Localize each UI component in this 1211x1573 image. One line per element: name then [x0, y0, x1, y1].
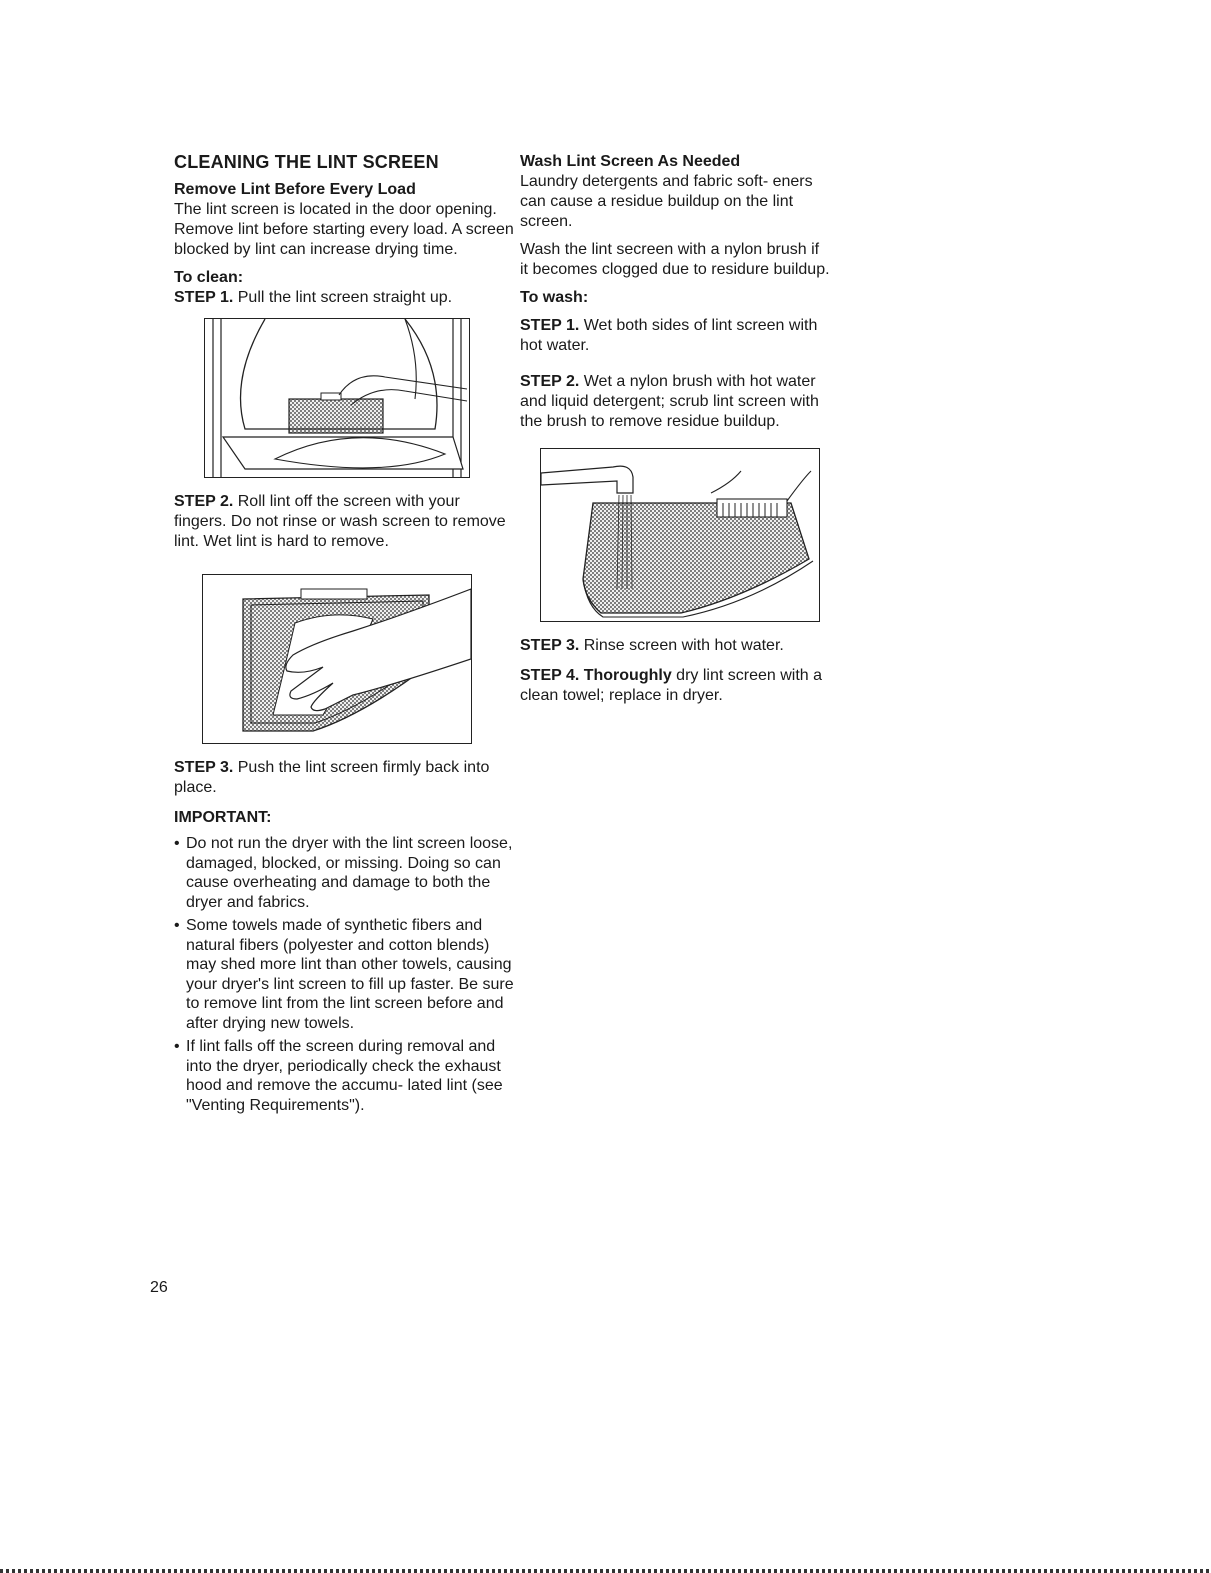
figure-roll-lint: [202, 574, 472, 744]
list-item: • Do not run the dryer with the lint screen loose, damaged, blocked, or missing. Doing so can cause overheating and damage to both the dryer and fabrics.: [174, 834, 514, 912]
wash-screen-illustration: [541, 449, 819, 621]
wash-para-1: Laundry detergents and fabric soft- eners can cause a residue buildup on the lint screen.: [520, 173, 813, 230]
wash-step-2: STEP 2. Wet a nylon brush with hot water and liquid detergent; scrub lint screen with the brush to remove residue buildup.: [520, 373, 819, 430]
wash-step-1: STEP 1. Wet both sides of lint screen with hot water.: [520, 317, 818, 354]
section-title: CLEANING THE LINT SCREEN: [174, 152, 439, 172]
clean-step-3: STEP 3. Push the lint screen firmly back into place.: [174, 759, 490, 796]
scan-edge-divider: [0, 1569, 1211, 1573]
to-clean-heading: To clean:: [174, 269, 244, 286]
important-list: [174, 834, 514, 1115]
clean-step-1: STEP 1. Pull the lint screen straight up.: [174, 289, 453, 306]
list-item: • Some towels made of synthetic fibers and natural fibers (polyester and cotton blends) may shed more lint than other towels, causing your dryer's lint screen to fill up faster. Be sure to remove lint from the lint screen before and after drying new towels.: [174, 916, 514, 1033]
intro-paragraph: The lint screen is located in the door opening. Remove lint before starting every load. A screen blocked by lint can increase drying time.: [174, 201, 514, 258]
roll-lint-illustration: [203, 575, 471, 743]
figure-wash-screen: [540, 448, 820, 622]
clean-step-2: STEP 2. Roll lint off the screen with your fingers. Do not rinse or wash screen to remove lint. Wet lint is hard to remove.: [174, 493, 506, 550]
list-item: • If lint falls off the screen during removal and into the dryer, periodically check the exhaust hood and remove the accumu- lated lint (see "Venting Requirements").: [174, 1037, 514, 1115]
page-number: 26: [150, 1279, 168, 1296]
pull-lint-screen-illustration: [205, 319, 469, 477]
right-column: [520, 152, 830, 706]
wash-title: Wash Lint Screen As Needed: [520, 153, 741, 170]
wash-step-4: STEP 4. Thoroughly dry lint screen with a clean towel; replace in dryer.: [520, 667, 822, 704]
to-wash-heading: To wash:: [520, 289, 589, 306]
important-heading: IMPORTANT:: [174, 809, 272, 826]
left-column: [174, 150, 514, 1119]
subsection-title: Remove Lint Before Every Load: [174, 181, 416, 198]
wash-step-3: STEP 3. Rinse screen with hot water.: [520, 637, 784, 654]
wash-para-2: Wash the lint secreen with a nylon brush if it becomes clogged due to residure buildup.: [520, 241, 830, 278]
figure-pull-lint-screen: [204, 318, 470, 478]
